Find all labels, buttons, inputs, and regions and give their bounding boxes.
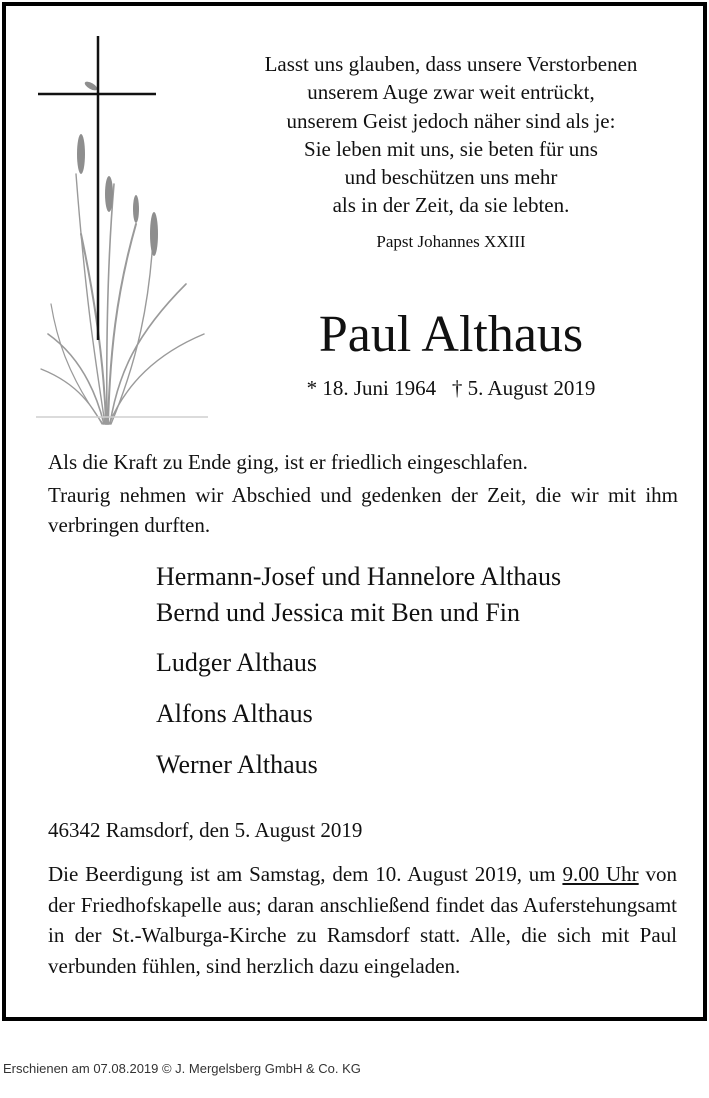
mourner-name: Werner Althaus	[156, 750, 318, 779]
poem-line: unserem Auge zwar weit entrückt,	[307, 80, 595, 105]
mourner-name: Bernd und Jessica mit Ben und Fin	[156, 598, 520, 627]
burial-info	[48, 859, 677, 981]
poem-line: als in der Zeit, da sie lebten.	[332, 193, 570, 218]
mourner-name: Ludger Althaus	[156, 648, 318, 677]
intro-line: Als die Kraft zu Ende ging, ist er friedlich eingeschlafen.	[48, 450, 528, 474]
publication-footer: Erschienen am 07.08.2019 © J. Mergelsberg GmbH & Co. KG	[3, 1061, 361, 1076]
place-date: 46342 Ramsdorf, den 5. August 2019	[48, 818, 363, 842]
obituary-frame	[2, 2, 707, 1021]
poem-author: Papst Johannes XXIII	[376, 232, 526, 251]
poem	[206, 50, 696, 220]
deceased-name: Paul Althaus	[318, 306, 584, 363]
intro-line: Traurig nehmen wir Abschied und gedenken der Zeit, die wir mit ihm verbringen durften.	[48, 483, 678, 537]
life-dates: * 18. Juni 1964 † 5. August 2019	[306, 376, 596, 400]
poem-line: Lasst uns glauben, dass unsere Verstorbenen	[264, 52, 638, 76]
poem-line: unserem Geist jedoch näher sind als je:	[286, 108, 616, 133]
poem-line: und beschützen uns mehr	[344, 165, 558, 190]
burial-text: von der Friedhofskapelle aus; daran anschließend findet das Auferstehungsamt in der St.-Walburga-Kirche zu Ramsdorf statt. Alle, die sich mit Paul verbunden fühlen, sind herzlich dazu eingeladen.	[48, 862, 677, 978]
intro-text	[48, 447, 678, 540]
burial-text: Die Beerdigung ist am Samstag, dem 10. August 2019, um	[48, 862, 563, 886]
cross-with-grain-icon	[36, 34, 208, 426]
mourner-name: Hermann-Josef und Hannelore Althaus	[156, 562, 562, 591]
mourner-name: Alfons Althaus	[156, 699, 313, 728]
burial-time: 9.00 Uhr	[562, 862, 639, 886]
poem-line: Sie leben mit uns, sie beten für uns	[304, 136, 598, 161]
